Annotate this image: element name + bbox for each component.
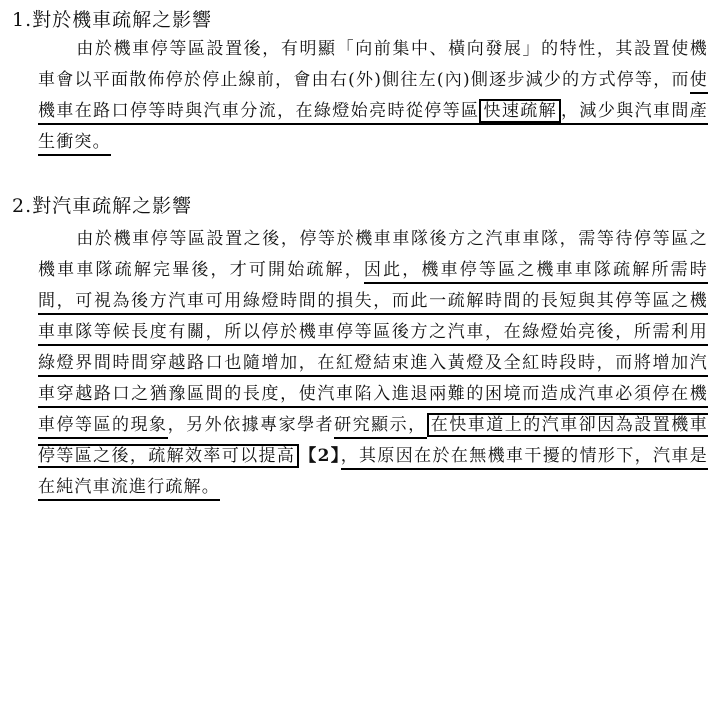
- section-2-underlined-end-b: 的情形下，汽車是在純汽車流進行疏解。: [38, 446, 708, 497]
- section-2-text-intro: 由於機車停等區設置之後，停等於機車車隊後方之汽車車隊，需等待停等區之機車車隊疏解完畢後，才可開始疏解，: [38, 229, 708, 280]
- section-2-underlined-text: 因此，機車停等區之機車車隊疏解所需時間，可視為後方汽車可用綠燈時間的損失，而此一疏解時間的長短與其停等區之機車車隊等候長度有關，所以停於機車停等區後方之汽車，在綠燈始亮後，所需利用綠燈界間時間穿越路口也隨增加，在紅燈結束進入黃燈及全紅時段時，而將增加汽車穿越路口之猶豫區間的長度，使汽車陷入進退兩難的困境而造成汽車必須停在機車停等區的現象: [38, 260, 708, 439]
- citation-reference: 【2】: [299, 446, 341, 466]
- section-2-paragraph: [38, 224, 708, 503]
- section-2-text-middle: ，另外依據專家學者: [167, 415, 335, 435]
- section-2-boxed-phrase: 在快車道上的汽車卻因為設置機車停等區之後，疏解效率可以提高: [38, 415, 708, 466]
- section-2-heading: 2.對汽車疏解之影響: [12, 195, 193, 217]
- section-2-underlined-phrase: 研究顯示，: [334, 415, 427, 439]
- section-1-heading: 1.對於機車疏解之影響: [12, 9, 213, 31]
- section-1-text-intro: 由於機車停等區設置後，有明顯「向前集中、橫向發展」的特性，其設置使機車會以平面散佈停於停止線前，會由右(外)側往左(內)側逐步減少的方式停等，而: [38, 39, 708, 90]
- section-1-boxed-phrase: 快速疏解: [479, 99, 561, 123]
- section-1-paragraph: [38, 34, 708, 158]
- section-1-underlined-lead: 使機車在路口停等時與汽車分流，在綠燈始亮時從停等區: [38, 70, 708, 121]
- section-2-underlined-end-a: ，其原因在於在無機車干擾: [340, 446, 562, 466]
- section-1-underlined-tail: ，減少與汽車間產生衝突。: [38, 101, 708, 152]
